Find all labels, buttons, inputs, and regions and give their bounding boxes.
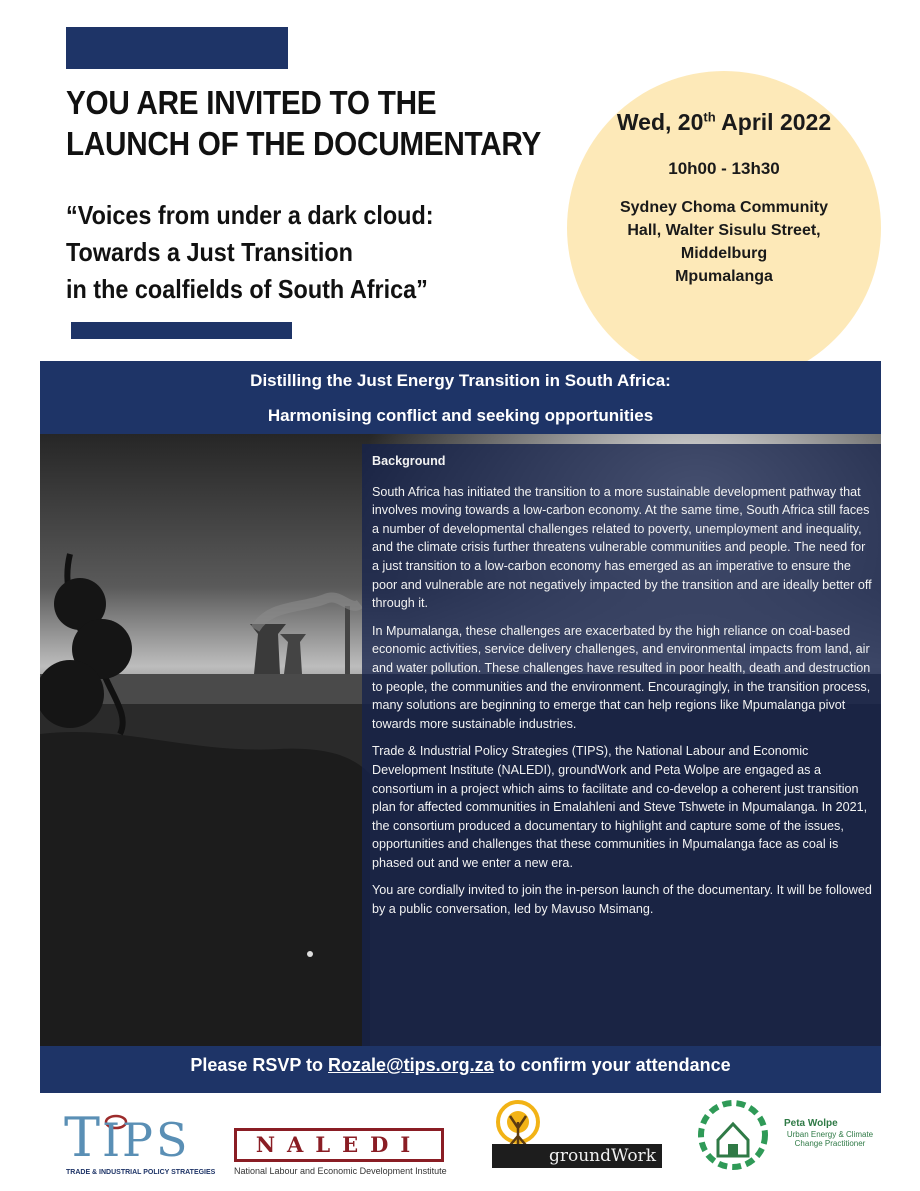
venue-line: Hall, Walter Sisulu Street, <box>627 222 821 239</box>
date-prefix: Wed, 20 <box>616 109 704 135</box>
subtitle-line: Towards a Just Transition <box>66 237 353 267</box>
event-details-circle <box>567 71 881 385</box>
naledi-logo <box>234 1128 447 1178</box>
background-paragraph: In Mpumalanga, these challenges are exacerbated by the high reliance on coal-based economic activities, service delivery challenges, and environmental impacts from land, air and water pollution. These challenges have resulted in poor health, death and destruction to people, the communities and the environment. Encouragingly, in the transition process, many solutions are beginning to emerge that can help regions like Mpumalanga pivot towards more sustainable industries. <box>372 623 871 731</box>
venue-line: Mpumalanga <box>675 268 773 285</box>
theme-banner <box>40 361 881 434</box>
petawolpe-name: Peta Wolpe <box>784 1118 838 1129</box>
event-venue <box>597 196 851 288</box>
petawolpe-caption: Urban Energy & Climate Change Practitioner <box>786 1130 874 1148</box>
svg-text:P: P <box>122 1113 153 1166</box>
tips-logo <box>64 1104 216 1184</box>
invitation-heading <box>66 82 542 164</box>
top-accent-bar <box>66 27 288 69</box>
petawolpe-leaf-icon <box>694 1096 772 1174</box>
event-date <box>567 109 881 136</box>
date-rest: April 2022 <box>715 109 832 135</box>
petawolpe-logo <box>694 1096 884 1176</box>
background-heading: Background <box>372 454 446 468</box>
heading-line: LAUNCH OF THE DOCUMENTARY <box>66 125 542 162</box>
event-time: 10h00 - 13h30 <box>668 159 780 178</box>
heading-line: YOU ARE INVITED TO THE <box>66 84 437 121</box>
rsvp-suffix: to confirm your attendance <box>493 1055 731 1075</box>
rsvp-bar <box>40 1046 881 1093</box>
svg-text:T: T <box>64 1106 101 1166</box>
subtitle-line: in the coalfields of South Africa” <box>66 274 428 304</box>
documentary-title <box>66 197 489 308</box>
naledi-caption: National Labour and Economic Development Institute <box>234 1166 447 1176</box>
background-paragraph: Trade & Industrial Policy Strategies (TIPS), the National Labour and Economic Development Institute (NALEDI), groundWork and Peta Wolpe are engaged as a consortium in a project which aims to facilitate and co-develop a coherent just transition plan for affected communities in Emalahleni and Steve Tshwete in Mpumalanga. In 2021, the consortium produced a documentary to highlight and capture some of the issues, opportunities and challenges that these communities in Mpumalanga face as coal is phased out and we enter a new era. <box>372 744 868 870</box>
naledi-wordmark: NALEDI <box>234 1128 444 1162</box>
groundwork-wordmark: groundWork <box>492 1144 662 1168</box>
banner-line-2: Harmonising conflict and seeking opportunities <box>267 406 654 425</box>
background-paragraph: South Africa has initiated the transition to a more sustainable development pathway that involves moving towards a low-carbon economy. At the same time, South Africa still faces a number of developmental challenges related to poverty, unemployment and inequality, and the climate crisis further threatens vulnerable communities and people. The need for a just transition to a low-carbon economy has emerged as an imperative to ensure the poor and vulnerable are not negatively impacted by the transition and are ideally better off through it. <box>372 484 872 611</box>
bottom-accent-bar <box>71 322 292 339</box>
background-section <box>372 452 872 928</box>
partner-logos <box>0 1096 920 1191</box>
rsvp-prefix: Please RSVP to <box>190 1055 329 1075</box>
svg-text:I: I <box>102 1113 121 1166</box>
date-suffix: th <box>703 109 716 125</box>
subtitle-line: “Voices from under a dark cloud: <box>66 200 434 230</box>
venue-line: Sydney Choma Community <box>619 199 829 216</box>
svg-text:S: S <box>156 1113 188 1166</box>
tips-caption: TRADE & INDUSTRIAL POLICY STRATEGIES <box>66 1169 216 1176</box>
background-paragraph: You are cordially invited to join the in-person launch of the documentary. It will be followed by a public conversation, led by Mavuso Msimang. <box>372 883 872 917</box>
groundwork-logo <box>488 1096 668 1176</box>
venue-line: Middelburg <box>680 245 768 262</box>
tips-mark-icon <box>64 1104 204 1166</box>
rsvp-email-link[interactable]: Rozale@tips.org.za <box>328 1055 494 1075</box>
banner-line-1: Distilling the Just Energy Transition in South Africa: <box>250 371 671 390</box>
